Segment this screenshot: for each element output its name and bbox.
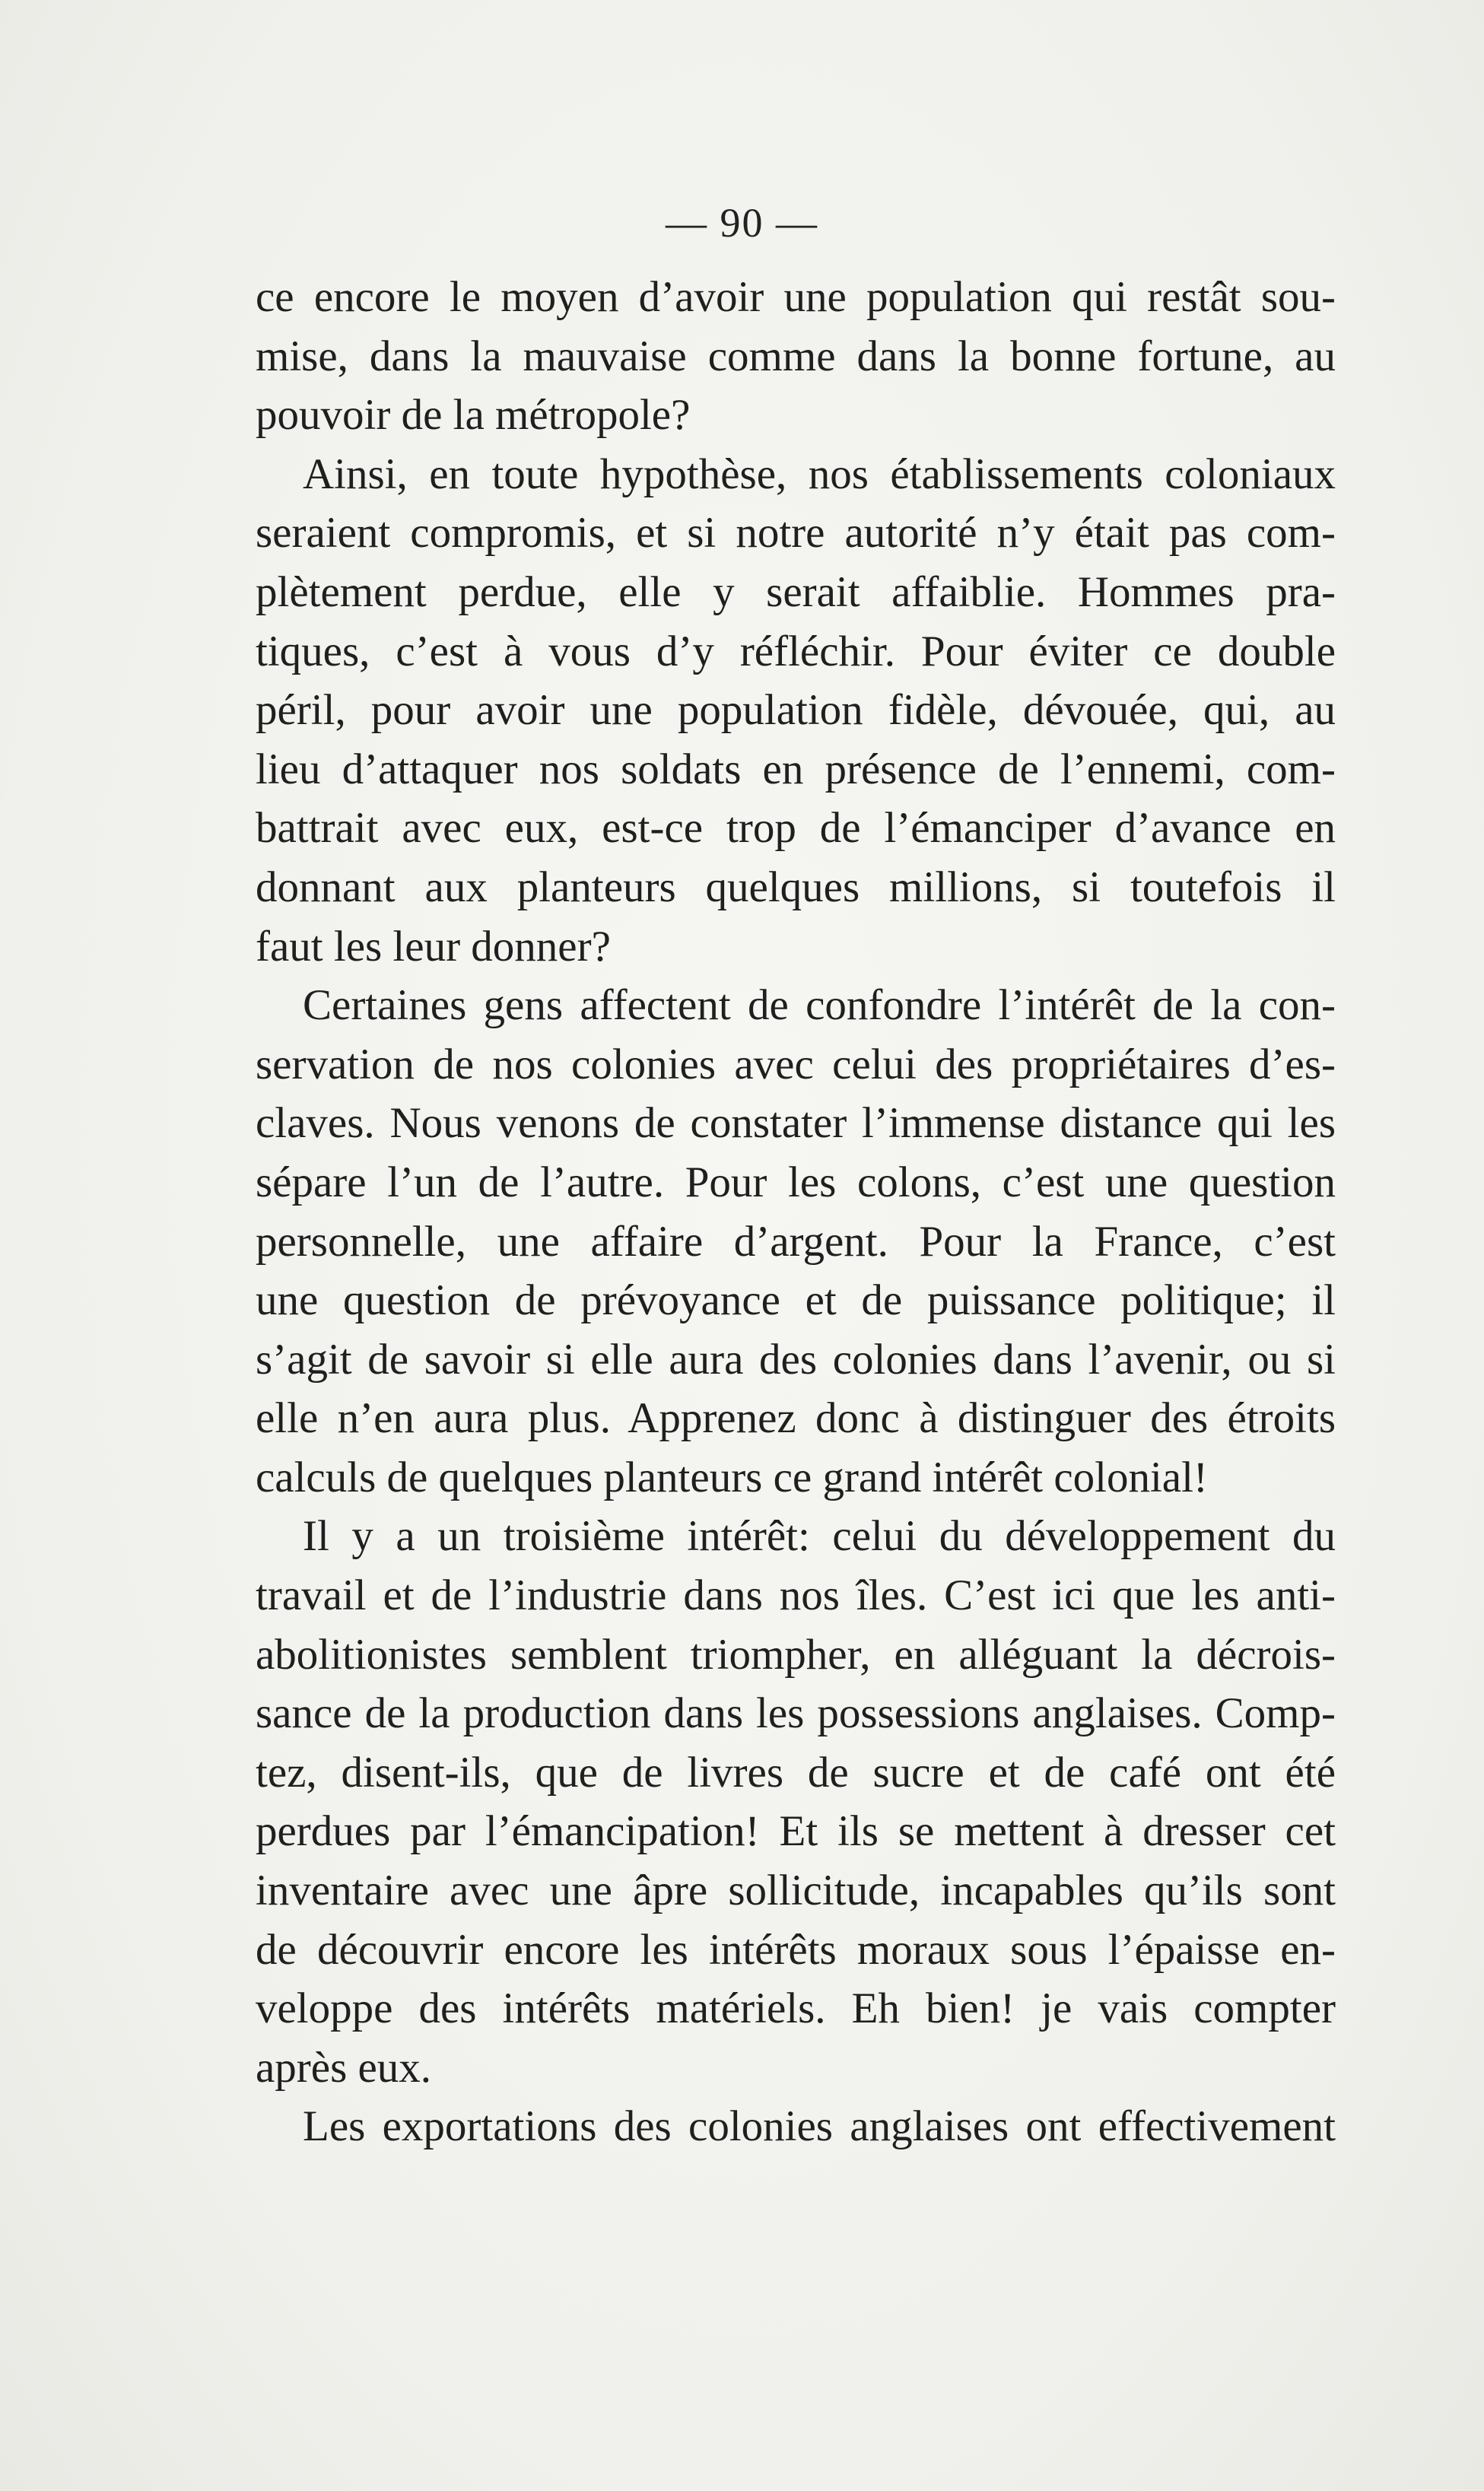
paragraph — [256, 1507, 1336, 2097]
text-line: perdues par l’émancipation! Et ils se mettent à dresser cet — [256, 1807, 1336, 1856]
text-line: travail et de l’industrie dans nos îles. C’est ici que les anti- — [256, 1571, 1336, 1620]
text-line: mise, dans la mauvaise comme dans la bonne fortune, au — [256, 332, 1336, 380]
text-line: seraient compromis, et si notre autorité n’y était pas com- — [256, 509, 1336, 558]
text-line: Il y a un troisième intérêt: celui du développement du — [303, 1512, 1336, 1561]
text-line: veloppe des intérêts matériels. Eh bien! je vais compter — [256, 1984, 1336, 2033]
text-line: s’agit de savoir si elle aura des colonies dans l’avenir, ou si — [256, 1335, 1336, 1384]
paragraph — [256, 2097, 1336, 2156]
text-line: donnant aux planteurs quelques millions, si toutefois il — [256, 863, 1336, 911]
text-line: Certaines gens affectent de confondre l’intérêt de la con- — [303, 981, 1336, 1030]
text-line: Ainsi, en toute hypothèse, nos établissements coloniaux — [303, 450, 1336, 498]
page-number: — 90 — — [666, 200, 818, 246]
text-line: claves. Nous venons de constater l’immense distance qui les — [256, 1099, 1336, 1148]
text-line: pouvoir de la métropole? — [256, 391, 691, 440]
text-line: ce encore le moyen d’avoir une population qui restât sou- — [256, 273, 1336, 321]
text-line: sance de la production dans les possessions anglaises. Comp- — [256, 1689, 1336, 1738]
text-line: personnelle, une affaire d’argent. Pour la France, c’est — [256, 1217, 1336, 1266]
text-line: sépare l’un de l’autre. Pour les colons, c’est une question — [256, 1158, 1336, 1206]
paragraph — [256, 445, 1336, 976]
text-line: de découvrir encore les intérêts moraux sous l’épaisse en- — [256, 1925, 1336, 1974]
text-line: péril, pour avoir une population fidèle, dévouée, qui, au — [256, 686, 1336, 735]
text-line: faut les leur donner? — [256, 922, 611, 971]
text-line: tez, disent-ils, que de livres de sucre et de café ont été — [256, 1748, 1336, 1797]
text-line: après eux. — [256, 2043, 432, 2092]
text-line: lieu d’attaquer nos soldats en présence de l’ennemi, com- — [256, 745, 1336, 793]
text-line: inventaire avec une âpre sollicitude, incapables qu’ils sont — [256, 1867, 1336, 1915]
text-line: abolitionistes semblent triompher, en alléguant la décrois- — [256, 1630, 1336, 1679]
text-line: elle n’en aura plus. Apprenez donc à distinguer des étroits — [256, 1394, 1336, 1443]
text-line: servation de nos colonies avec celui des propriétaires d’es- — [256, 1040, 1336, 1088]
body-text — [256, 268, 1336, 2156]
text-line: tiques, c’est à vous d’y réfléchir. Pour éviter ce double — [256, 627, 1336, 675]
text-line: calculs de quelques planteurs ce grand intérêt colonial! — [256, 1453, 1208, 1501]
text-line: plètement perdue, elle y serait affaiblie. Hommes pra- — [256, 567, 1336, 616]
text-line: battrait avec eux, est-ce trop de l’émanciper d’avance en — [256, 804, 1336, 853]
text-line: une question de prévoyance et de puissance politique; il — [256, 1276, 1336, 1325]
paragraph — [256, 976, 1336, 1507]
text-line: Les exportations des colonies anglaises ont effectivement — [303, 2102, 1336, 2151]
paragraph — [256, 268, 1336, 445]
